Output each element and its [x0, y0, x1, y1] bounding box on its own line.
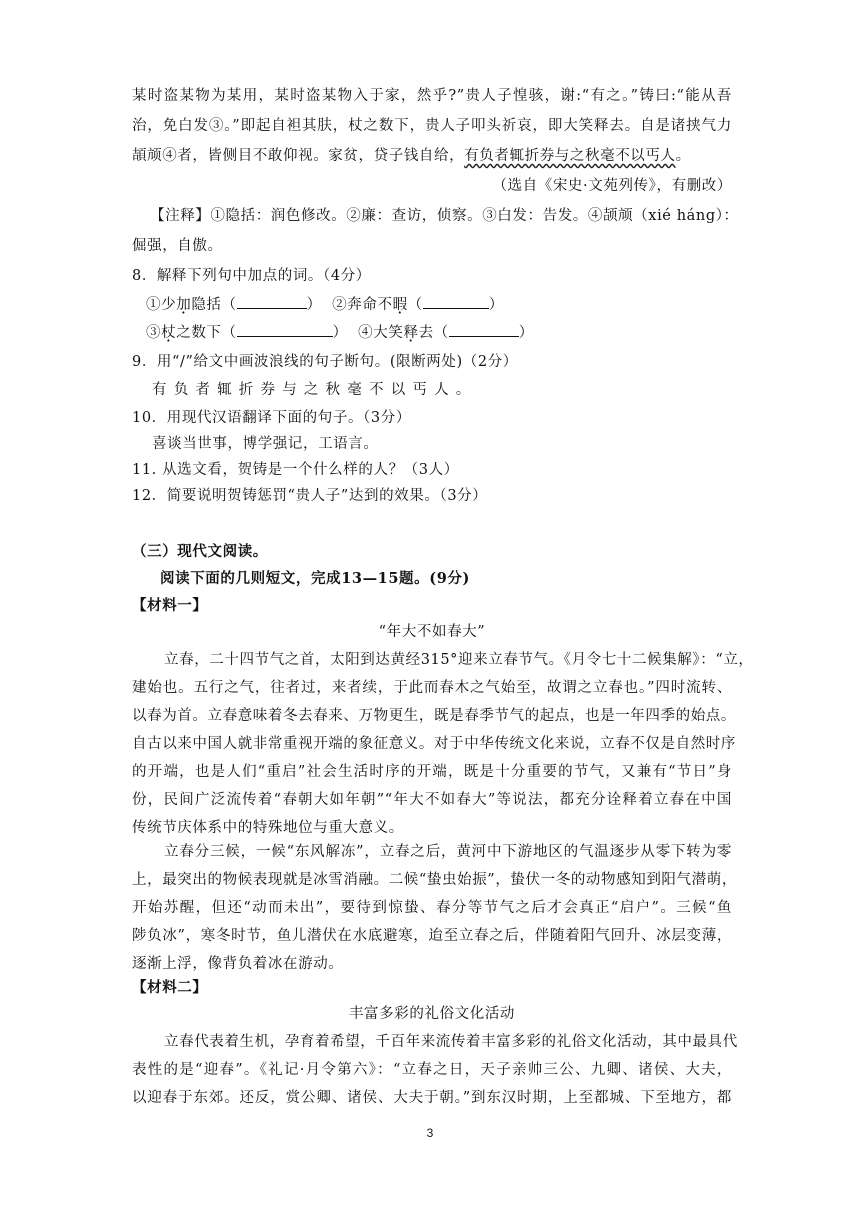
answer-blank[interactable]	[237, 294, 307, 309]
source-citation: （选自《宋史·文苑列传》，有删改）	[492, 178, 732, 194]
question-9: 9．用“/”给文中画波浪线的句子断句。(限断两处)（2分）	[132, 354, 518, 370]
passage-line: 治，免白发③。”即起自袒其肤，杖之数下，贵人子叩头祈哀，即大笑释去。自是诸挟气力	[132, 118, 732, 134]
q8-text: 去（	[418, 325, 449, 341]
material-label: 【材料二】	[132, 979, 208, 996]
question-11: 11. 从选文看，贺铸是一个什么样的人？（3人）	[132, 462, 459, 478]
q8-text: 之数下（	[176, 325, 237, 341]
material-title: 丰富多彩的礼俗文化活动	[348, 1006, 516, 1022]
annotation-note: 【注释】①隐括：润色修改。②廉：查访，侦察。③白发：告发。④颉颃（xié háng）：	[150, 208, 739, 224]
paragraph-line: 以迎春于东郊。还反，赏公卿、诸侯、大夫于朝。”到东汉时期，上至都城、下至地方，都	[132, 1090, 732, 1106]
q8-text: 隐括（	[191, 297, 237, 313]
dotted-character: 杖	[161, 325, 177, 341]
answer-blank[interactable]	[423, 294, 489, 309]
passage-line: 某时盗某物为某用，某时盗某物入于家，然乎?”贵人子惶骇，谢:“有之。”铸曰:“能从吾	[132, 88, 732, 104]
q8-text: ）	[306, 297, 322, 313]
paragraph-line: 自古以来中国人就非常重视开端的象征意义。对于中华传统文化来说，立春不仅是自然时序	[132, 736, 736, 752]
dotted-character: 暇	[392, 297, 408, 313]
dotted-character: 释	[403, 325, 419, 341]
section-title: （三）现代文阅读。	[132, 543, 268, 560]
passage-text: 。	[675, 148, 691, 164]
passage-line	[132, 146, 732, 166]
page-number: 3	[426, 1126, 434, 1140]
paragraph-line: 建始也。五行之气，往者过，来者续，于此而春木之气始至，故谓之立春也。”四时流转、	[132, 680, 732, 696]
q8-text: ③	[146, 325, 162, 341]
paragraph-line: 立春，二十四节气之首，太阳到达黄经315°迎来立春节气。《月令七十二候集解》：“立，	[164, 652, 754, 668]
paragraph-line: 份，民间广泛流传着“春朝大如年朝”“年大不如春大”等说法，都充分诠释着立春在中国	[132, 792, 732, 808]
q8-row-2	[146, 322, 746, 343]
q8-row-1	[146, 294, 746, 315]
paragraph-line: 立春分三候，一候“东风解冻”，立春之后，黄河中下游地区的气温逐步从零下转为零	[164, 844, 732, 860]
question-12: 12．简要说明贺铸惩罚“贵人子”达到的效果。（3分）	[132, 488, 488, 504]
answer-blank[interactable]	[449, 322, 519, 337]
passage-text: 頡颃④者，皆侧目不敢仰视。家贫，贷子钱自给，	[132, 148, 465, 164]
annotation-note: 倔强，自傲。	[132, 238, 223, 254]
dotted-character: 加	[176, 297, 192, 313]
question-10: 10．用现代汉语翻译下面的句子。（3分）	[132, 410, 411, 426]
paragraph-line: 以春为首。立春意味着冬去春来、万物更生，既是春季节气的起点，也是一年四季的始点。	[132, 708, 736, 724]
q8-text: ④大笑	[358, 325, 404, 341]
question-8: 8．解释下列句中加点的词。（4分）	[132, 268, 371, 284]
paragraph-line: 表性的是“迎春”。《礼记·月令第六》：“立春之日，天子亲帅三公、九卿、诸侯、大夫，	[132, 1062, 732, 1078]
q8-text: ）	[518, 325, 534, 341]
q8-text: （	[407, 297, 423, 313]
paragraph-line: 逐渐上浮，像背负着冰在游动。	[132, 956, 344, 972]
paragraph-line: 上，最突出的物候表现就是冰雪消融。二候“蛰虫始振”，蛰伏一冬的动物感知到阳气潜萌，	[132, 872, 737, 888]
paragraph-line: 陟负冰”，寒冬时节，鱼儿潜伏在水底避寒，迨至立春之后，伴随着阳气回升、冰层变薄，	[132, 928, 732, 944]
wavy-underlined-sentence: 有负者辄折券与之秋毫不以丐人	[464, 148, 676, 164]
section-instruction: 阅读下面的几则短文，完成13—15题。(9分)	[160, 570, 470, 587]
material-title: “年大不如春大”	[378, 624, 486, 640]
q8-text: ②奔命不	[332, 297, 393, 313]
q10-sentence: 喜谈当世事，博学强记，工语言。	[152, 436, 379, 452]
material-label: 【材料一】	[132, 597, 208, 614]
q8-text: ）	[332, 325, 348, 341]
q8-text: ①少	[146, 297, 177, 313]
paragraph-line: 的开端，也是人们“重启”社会生活时序的开端，既是十分重要的节气，又兼有“节日”身	[132, 764, 732, 780]
q8-text: ）	[488, 297, 504, 313]
q9-sentence: 有负者辄折券与之秋毫不以丐人。	[152, 382, 478, 398]
paragraph-line: 传统节庆体系中的特殊地位与重大意义。	[132, 820, 404, 836]
paragraph-line: 开始苏醒，但还“动而未出”，要待到惊蛰、春分等节气之后才会真正“启户”。三候“鱼	[132, 900, 732, 916]
answer-blank[interactable]	[237, 322, 333, 337]
paragraph-line: 立春代表着生机，孕育着希望，千百年来流传着丰富多彩的礼俗文化活动，其中最具代	[164, 1034, 738, 1050]
